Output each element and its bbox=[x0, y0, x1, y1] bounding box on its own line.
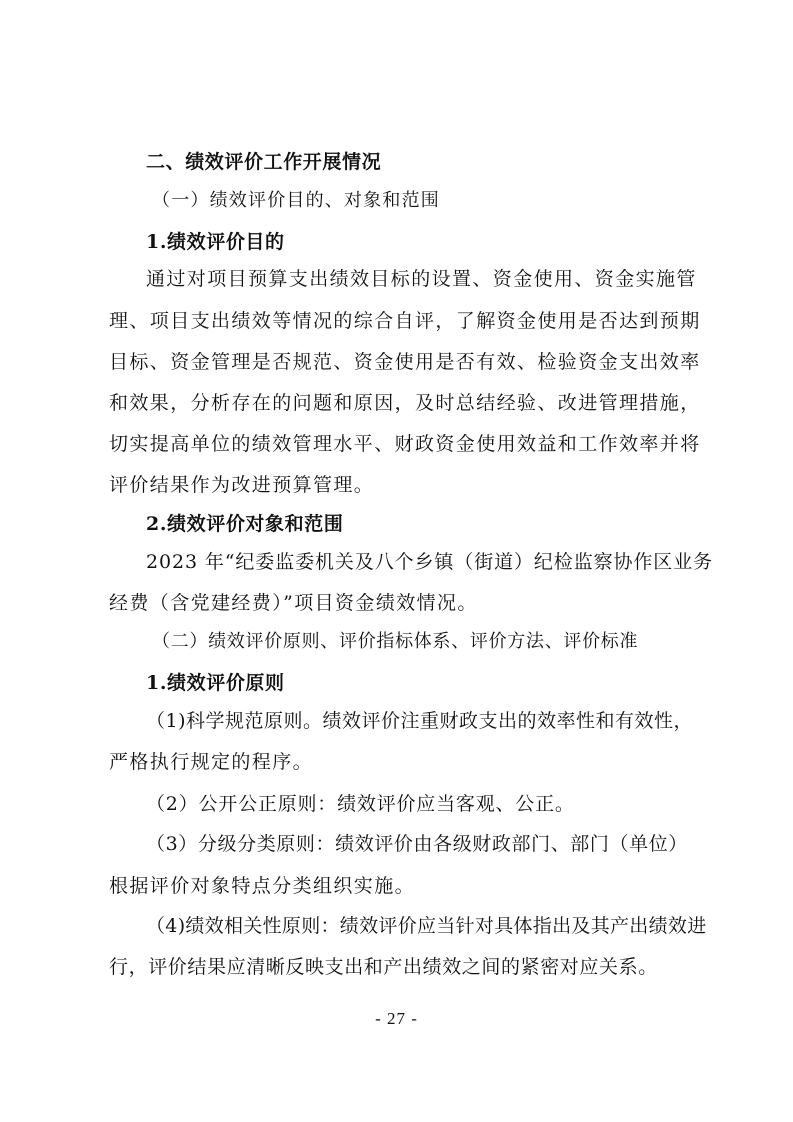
purpose-line: 通过对项目预算支出绩效目标的设置、资金使用、资金实施管 bbox=[146, 268, 697, 290]
subsection-heading-2: （二）绩效评价原则、评价指标体系、评价方法、评价标准 bbox=[152, 631, 639, 652]
purpose-line: 切实提高单位的绩效管理水平、财政资金使用效益和工作效率并将 bbox=[109, 433, 701, 455]
principle-3-line: 根据评价对象特点分类组织实施。 bbox=[109, 875, 416, 897]
subsection-heading-1: （一）绩效评价目的、对象和范围 bbox=[152, 190, 440, 211]
principle-1-line: 严格执行规定的程序。 bbox=[109, 751, 314, 773]
scope-line: 2023 年“纪委监委机关及八个乡镇（街道）纪检监察协作区业务 bbox=[146, 551, 714, 573]
purpose-line: 评价结果作为改进预算管理。 bbox=[109, 474, 375, 496]
scope-line: 经费（含党建经费）”项目资金绩效情况。 bbox=[109, 592, 478, 614]
principle-2-line: （2）公开公正原则：绩效评价应当客观、公正。 bbox=[146, 793, 575, 815]
page-number: - 27 - bbox=[375, 1009, 418, 1028]
purpose-line: 和效果，分析存在的问题和原因，及时总结经验、改进管理措施， bbox=[109, 392, 701, 414]
principle-3-line: （3）分级分类原则：绩效评价由各级财政部门、部门（单位） bbox=[146, 833, 688, 855]
heading-principles: 1.绩效评价原则 bbox=[146, 672, 285, 694]
principle-1-line: （1)科学规范原则。绩效评价注重财政支出的效率性和有效性， bbox=[146, 710, 694, 732]
purpose-line: 理、项目支出绩效等情况的综合自评，了解资金使用是否达到预期 bbox=[109, 310, 701, 332]
section-heading: 二、绩效评价工作开展情况 bbox=[146, 151, 382, 173]
heading-scope: 2.绩效评价对象和范围 bbox=[146, 513, 344, 535]
principle-4-line: （4)绩效相关性原则：绩效评价应当针对具体指出及其产出绩效进 bbox=[146, 915, 707, 937]
heading-purpose: 1.绩效评价目的 bbox=[146, 231, 285, 253]
principle-4-line: 行，评价结果应清晰反映支出和产出绩效之间的紧密对应关系。 bbox=[109, 956, 658, 978]
purpose-line: 目标、资金管理是否规范、资金使用是否有效、检验资金支出效率 bbox=[109, 351, 701, 373]
